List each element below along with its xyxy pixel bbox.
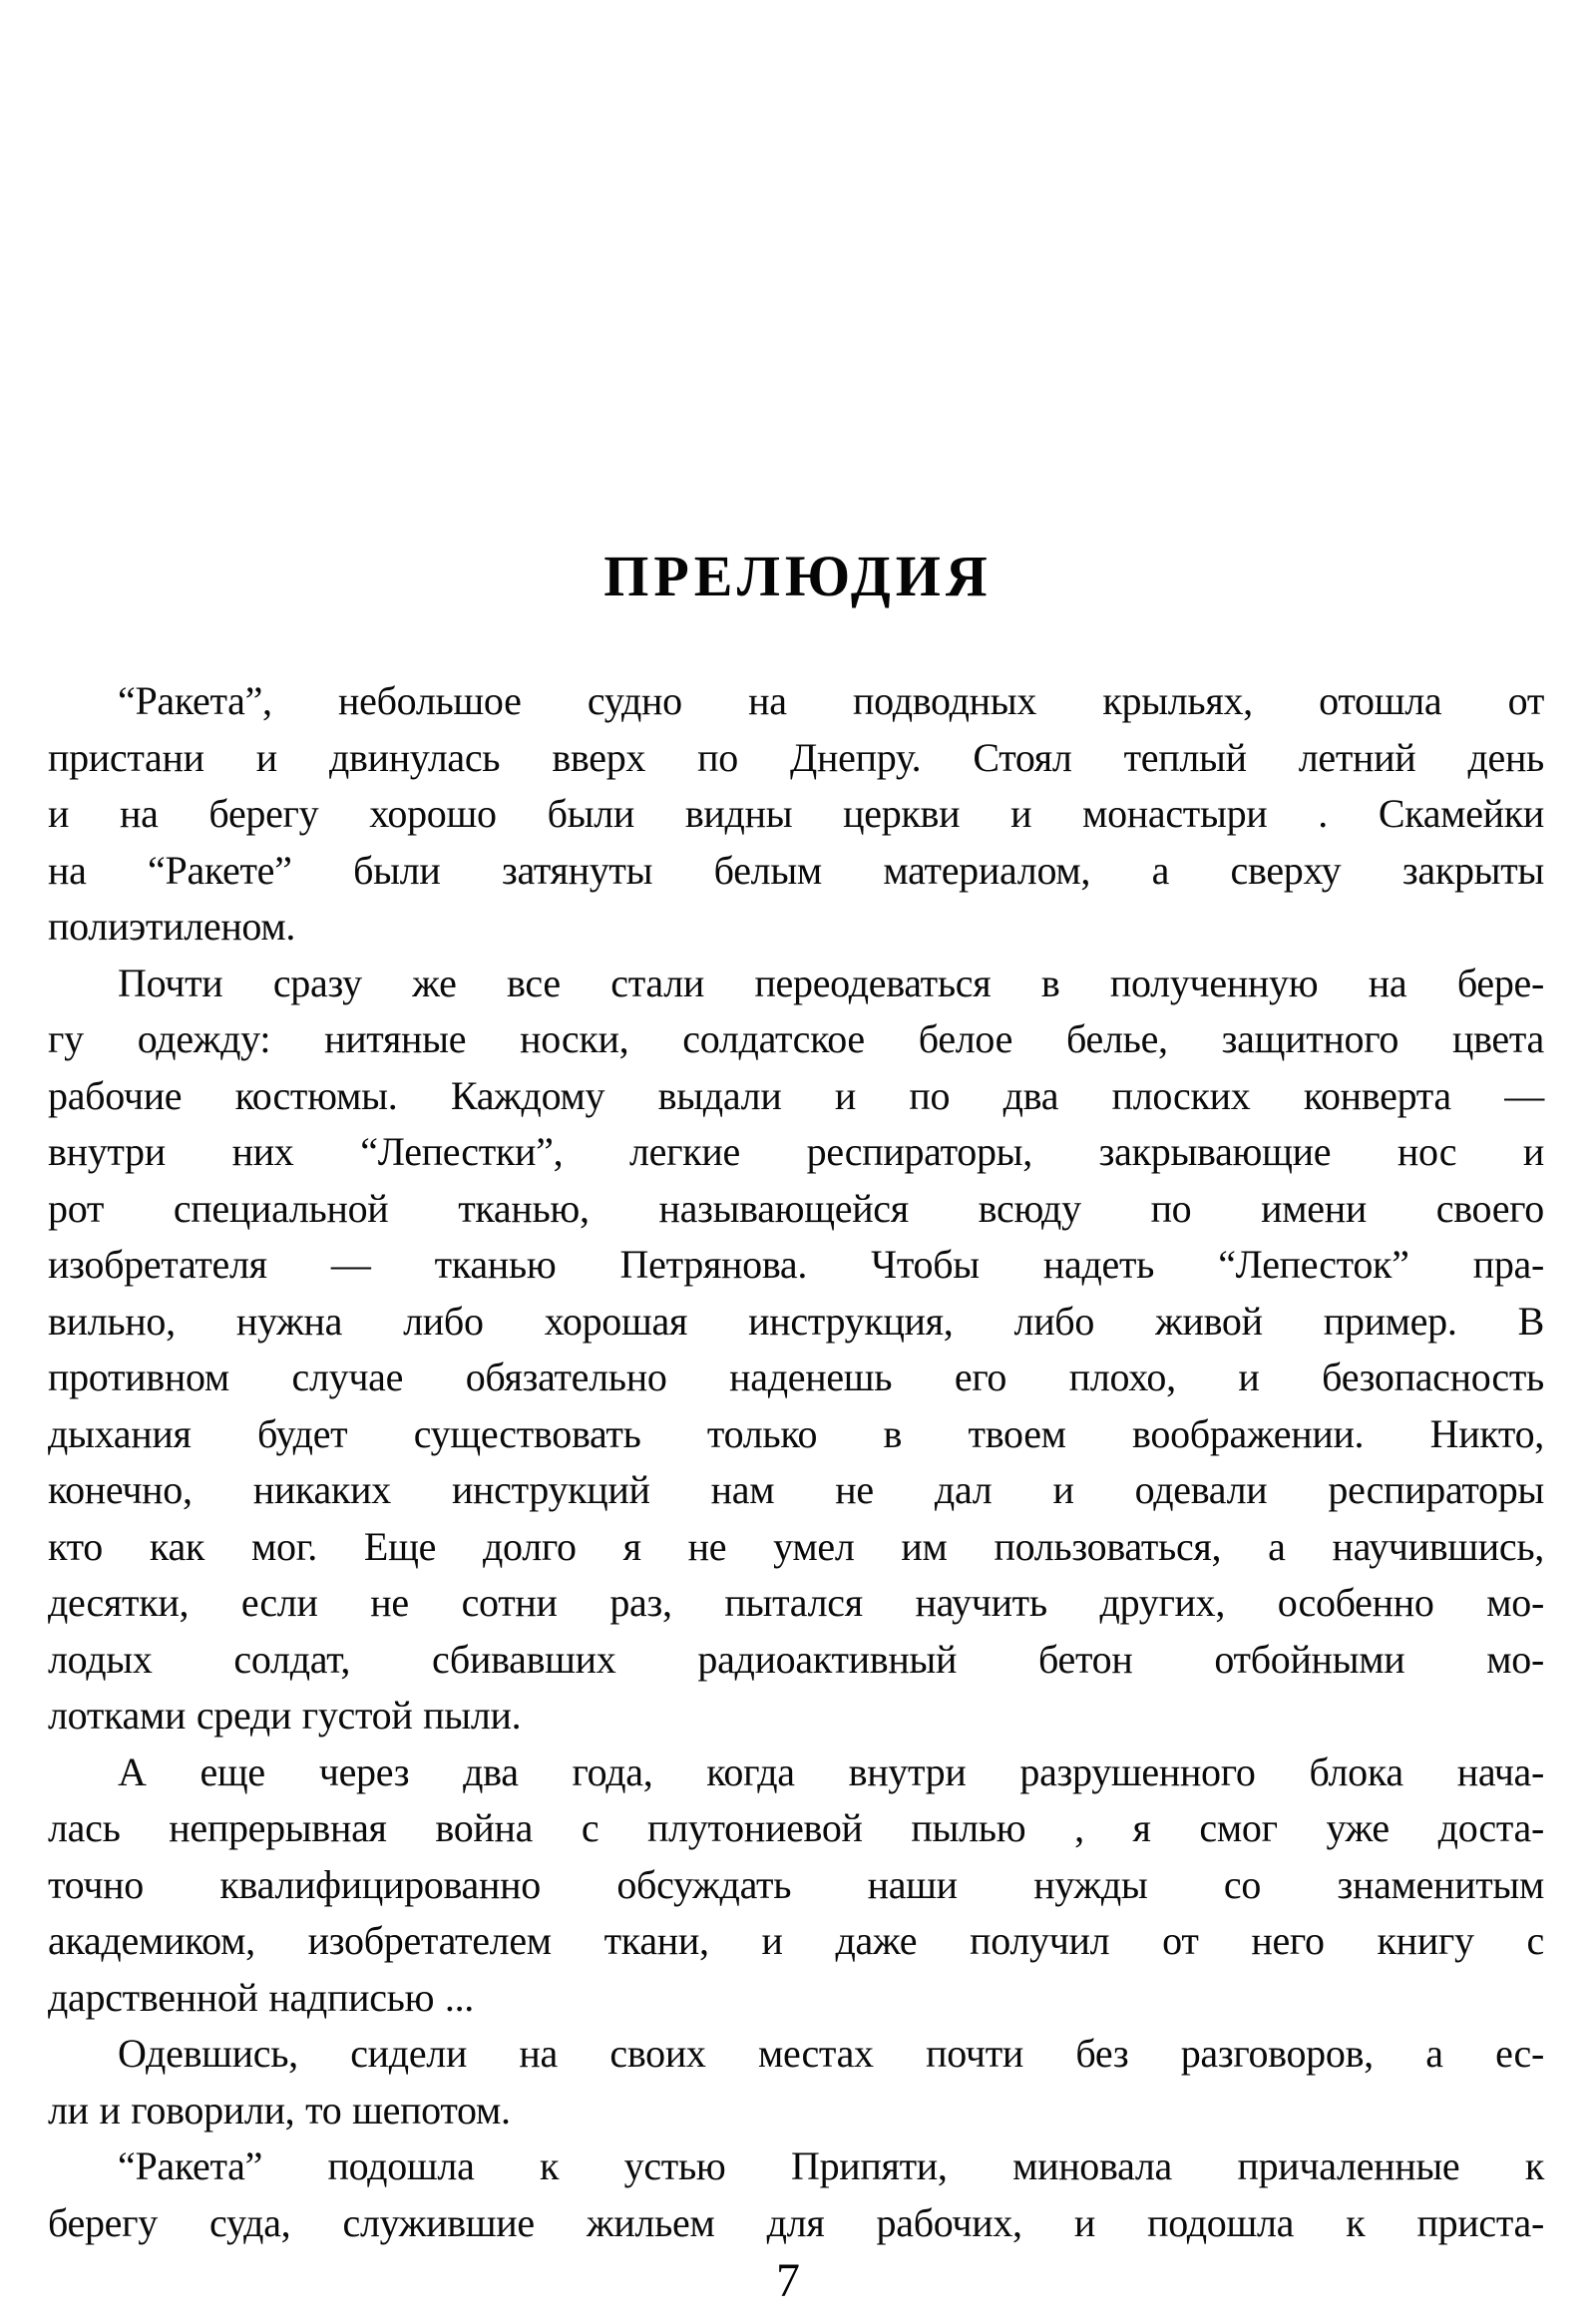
text-line: Одевшись, сидели на своих местах почти без разговоров, а ес-	[118, 2031, 1544, 2076]
text-line: рабочие костюмы. Каждому выдали и по два плоских конверта —	[48, 1072, 1544, 1118]
text-line: “Ракета” подошла к устью Припяти, миновала причаленные к	[118, 2143, 1544, 2188]
text-line: гу одежду: нитяные носки, солдатское белое белье, защитного цвета	[48, 1016, 1544, 1061]
chapter-title: ПРЕЛЮДИЯ	[603, 544, 993, 608]
text-line: лась непрерывная война с плутониевой пылью , я смог уже доста-	[48, 1805, 1544, 1850]
text-line: А еще через два года, когда внутри разрушенного блока нача-	[118, 1748, 1544, 1794]
text-line: точно квалифицированно обсуждать наши нужды со знаменитым	[48, 1861, 1544, 1907]
text-line: конечно, никаких инструкций нам не дал и одевали респираторы	[48, 1467, 1544, 1512]
text-line: Почти сразу же все стали переодеваться в полученную на бере-	[118, 960, 1544, 1005]
text-line: дарственной надписью ...	[48, 1974, 474, 2020]
text-line: дыхания будет существовать только в твоем воображении. Никто,	[48, 1410, 1544, 1456]
text-line: ли и говорили, то шепотом.	[48, 2087, 511, 2132]
text-line: и на берегу хорошо были видны церкви и монастыри . Скамейки	[48, 791, 1544, 836]
text-line: лодых солдат, сбивавших радиоактивный бетон отбойными мо-	[48, 1636, 1544, 1682]
text-line: вильно, нужна либо хорошая инструкция, либо живой пример. В	[48, 1298, 1544, 1344]
text-line: рот специальной тканью, называющейся всюду по имени своего	[48, 1185, 1544, 1231]
text-line: десятки, если не сотни раз, пытался научить других, особенно мо-	[48, 1580, 1544, 1625]
text-line: “Ракета”, небольшое судно на подводных крыльях, отошла от	[118, 678, 1544, 723]
text-line: противном случае обязательно наденешь его плохо, и безопасность	[48, 1355, 1544, 1399]
text-line: академиком, изобретателем ткани, и даже получил от него книгу с	[48, 1918, 1544, 1963]
text-line: полиэтиленом.	[48, 904, 296, 949]
text-line: внутри них “Лепестки”, легкие респираторы, закрывающие нос и	[48, 1129, 1544, 1174]
text-line: кто как мог. Еще долго я не умел им пользоваться, а научившись,	[48, 1523, 1544, 1569]
text-line: изобретателя — тканью Петрянова. Чтобы надеть “Лепесток” пра-	[48, 1242, 1544, 1287]
text-line: на “Ракете” были затянуты белым материалом, а сверху закрыты	[48, 847, 1544, 893]
page-number: 7	[776, 2254, 800, 2307]
text-line: пристани и двинулась вверх по Днепру. Стоял теплый летний день	[48, 734, 1544, 780]
text-line: берегу суда, служившие жильем для рабочих, и подошла к приста-	[48, 2199, 1544, 2245]
body-text-block	[48, 673, 1544, 2251]
text-line: лотками среди густой пыли.	[48, 1693, 522, 1738]
